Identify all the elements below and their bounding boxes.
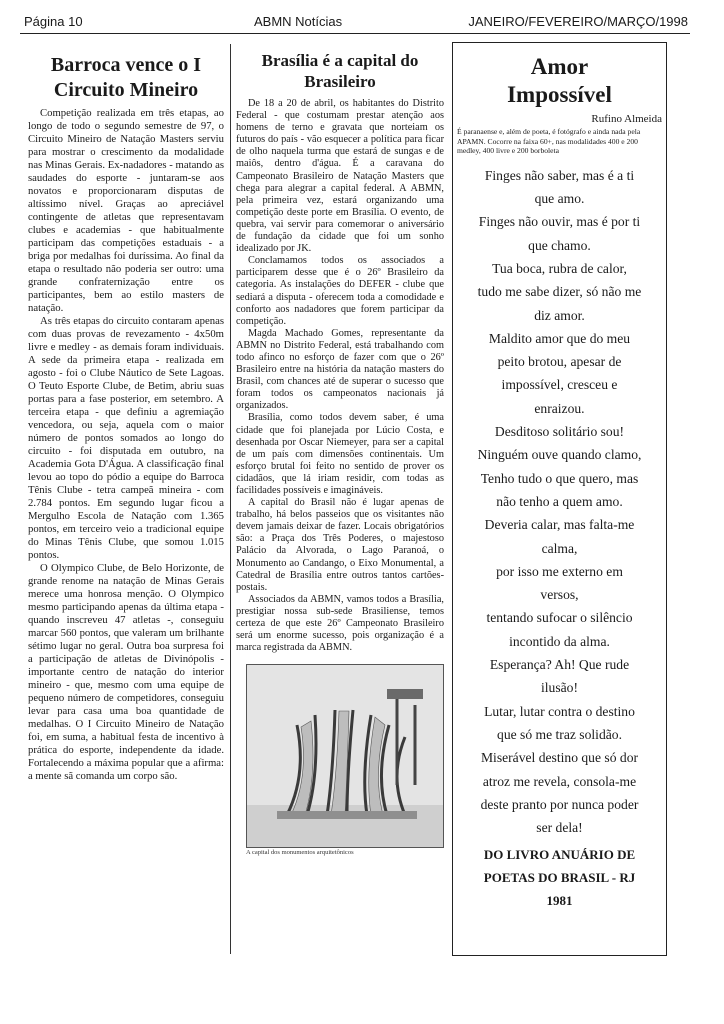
poem-line: tentando sufocar o silêncio <box>486 610 633 626</box>
poem-line: que chamo. <box>528 237 591 253</box>
article-paragraph: Magda Machado Gomes, representante da ABMN no Distrito Federal, está trabalhando com todo afinco no esforço de fazer com que o 26º Brasileiro entre na história da natação masters do Brasil, com chances até de superar o sucesso que foram todos os campeonatos nacionais já organizados. <box>236 327 444 412</box>
poem-line: enraizou. <box>534 400 585 416</box>
column-divider <box>230 44 231 954</box>
poem-line: Desditoso solitário sou! <box>494 424 625 440</box>
poem-line: diz amor. <box>534 307 585 323</box>
poem-line: Tua boca, rubra de calor, <box>492 260 627 276</box>
poem-line: ilusão! <box>541 680 578 696</box>
article-paragraph: As três etapas do circuito contaram apenas com duas provas de revezamento - 4x50m livre e medley - as demais foram individuais. A sede da primeira etapa - realizada em agosto - foi o Clube Náutico de Sete Lagoas. O Teuto Esporte Clube, de Betim, abriu suas portas para a fase posterior, em setembro. A terceira etapa - que definiu a agremiação vencedora, ou seja, aquela com o maior número de pontos somados ao longo do circuito - foi disputada em outubro, na Academia Gota D'Água. A classificação final levou ao topo do pódio a equipe do Barroca Tênis Clube - tetra campeã mineira - com 2.784 pontos. Em segundo lugar ficou a Mergulho Escola de Natação com 1.365 pontos, em terceiro veio a tradicional equipe do Minas Tênis Clube, que somou 1.015 pontos. <box>28 315 224 561</box>
poem-line: Finges não saber, mas é a ti <box>484 167 635 183</box>
page-header <box>20 12 690 32</box>
poem-line: Miserável destino que só dor <box>480 750 639 766</box>
article-paragraph: Associados da ABMN, vamos todos a Brasília, prestigiar nossa sub-sede Brasiliense, temos certeza de que este 26º Campeonato Brasileiro será um enorme sucesso, pois organização é a marca registrada da ABMN. <box>236 593 444 654</box>
poem-line: não tenho a quem amo. <box>496 493 623 509</box>
poem-line: Finges não ouvir, mas é por ti <box>478 214 641 230</box>
poem-line: Maldito amor que do meu <box>488 330 631 346</box>
cathedral-illustration <box>247 665 443 847</box>
poem-line: Tenho tudo o que quero, mas <box>480 470 639 486</box>
poem-title: Amor Impossível <box>507 54 612 107</box>
poem-line: atroz me revela, consola-me <box>482 773 637 789</box>
poem-line: que amo. <box>534 191 585 207</box>
article-brasilia <box>236 44 444 856</box>
article-barroca-title: Barroca vence o I Circuito Mineiro <box>50 54 202 101</box>
article-paragraph: De 18 a 20 de abril, os habitantes do Distrito Federal - que costumam prestar atenção aos homens de terno e gravata que norteiam os futuros do país - vão esquecer a política para ficar de olho naquela turma que estará de sungas e de maiôs, dentro d'água. É a caravana do Campeonato Brasileiro de Natação Masters que chega para alegrar a capital federal. A ABMN, pela primeira vez, estará organizando uma competição deste porte em Brasília. O evento, de quebra, vai servir para comemorar o aniversário de fundação da cidade que foi um sonho idealizado por JK. <box>236 98 444 255</box>
poem-line: peito brotou, apesar de <box>497 354 622 370</box>
article-paragraph: A capital do Brasil não é lugar apenas de trabalho, há belos passeios que os visitantes não devem jamais deixar de fazer. Locais obrigatórios são: a Praça dos Três Poderes, o majestoso Palácio da Alvorada, o Lago Paranoá, o Monumento ao Candango, o Eixo Monumental, a Catedral de Brasília entre outros tantos cartões-postais. <box>236 497 444 593</box>
article-barroca <box>28 44 224 783</box>
poem-line: ser dela! <box>536 820 583 836</box>
poem-line: incontido da alma. <box>509 633 610 649</box>
poem-line: Lutar, lutar contra o destino <box>484 703 635 719</box>
poem-line: calma, <box>541 540 578 556</box>
poem-line: deste pranto por nunca poder <box>480 796 639 812</box>
poem-line: que só me traz solidão. <box>497 726 622 742</box>
article-brasilia-title: Brasília é a capital do Brasileiro <box>261 51 419 91</box>
article-paragraph: Conclamamos todos os associados a participarem desse que é o 26º Brasileiro da categoria. As instalações do DEFER - clube que sediará a disputa - oferecem toda a comodidade e conforto aos nadadores que forem participar da competição. <box>236 255 444 327</box>
poem-author: Rufino Almeida <box>591 113 662 125</box>
poem-body <box>453 164 666 840</box>
issue-date: JANEIRO/FEVEREIRO/MARÇO/1998 <box>468 14 688 29</box>
article-paragraph: Brasília, como todos devem saber, é uma cidade que foi planejada por Lúcio Costa, e desenhada por Oscar Niemeyer, para ser a capital de um país com dimensões continentais. Um esforço brutal foi feito no sentido de prover os cidadãos, que lá iriam residir, com todas as facilidades possíveis e imagináveis. <box>236 412 444 496</box>
poem-box <box>452 42 667 956</box>
article-paragraph: O Olympico Clube, de Belo Horizonte, de grande renome na natação de Minas Gerais merece uma honrosa menção. O Olympico mesmo participando apenas da última etapa - quando inscreveu 47 atletas -, conseguiu marcar 560 pontos, que valeram um brilhante sétimo lugar no geral. Outra boa surpresa foi a participação de atletas de Divinópolis - importante centro de natação do interior mineiro - que, mesmo com uma equipe de pequeno número de competidores, conseguiu levar para casa uma boa quantidade de medalhas. O I Circuito Mineiro de Natação foi, em suma, a habitual festa de incentivo à prática do esporte, independente da idade. Fortalecendo a máxima popular que a afirma: a mente sã comanda um corpo são. <box>28 562 224 782</box>
poem-line: Esperança? Ah! Que rude <box>489 657 630 673</box>
page-number: Página 10 <box>24 14 83 29</box>
photo-caption: A capital dos monumentos arquitetônicos <box>246 849 354 857</box>
publication-name: ABMN Notícias <box>254 14 343 29</box>
poem-line: Deveria calar, mas falta-me <box>484 517 635 533</box>
poem-source: DO LIVRO ANUÁRIO DE POETAS DO BRASIL - RJ 1981 <box>483 847 636 909</box>
poem-line: Ninguém ouve quando clamo, <box>477 447 642 463</box>
poem-line: tudo me sabe dizer, só não me <box>477 284 642 300</box>
poem-line: por isso me externo em <box>496 563 623 579</box>
poem-line: versos, <box>540 587 579 603</box>
cathedral-photo <box>246 664 444 848</box>
header-rule <box>20 33 690 34</box>
poem-line: impossível, cresceu e <box>501 377 618 393</box>
author-bio: É paranaense e, além de poeta, é fotógrafo e ainda nada pela APAMN. Cocorre na faixa 60+, nas modalidades 400 e 200 medley, 400 livre e 200 borboleta <box>457 127 641 156</box>
article-paragraph: Competição realizada em três etapas, ao longo de todo o segundo semestre de 97, o Circuito Mineiro de Natação Masters serviu para mostrar o crescimento da modalidade nas Minas Gerais. Ex-nadadores - matando as saudades do esporte - juntaram-se aos novatos e proporcionaram disputas de altíssimo nível. Graças ao apreciável contingente de atletas que representavam clubes e academias - que habitualmente participam das competições estaduais - a briga por medalhas foi duríssima. Ao final da etapa o resultado não poderia ser outro: uma grande confraternização entre os participantes, bem ao estilo masters de natação. <box>28 107 224 314</box>
